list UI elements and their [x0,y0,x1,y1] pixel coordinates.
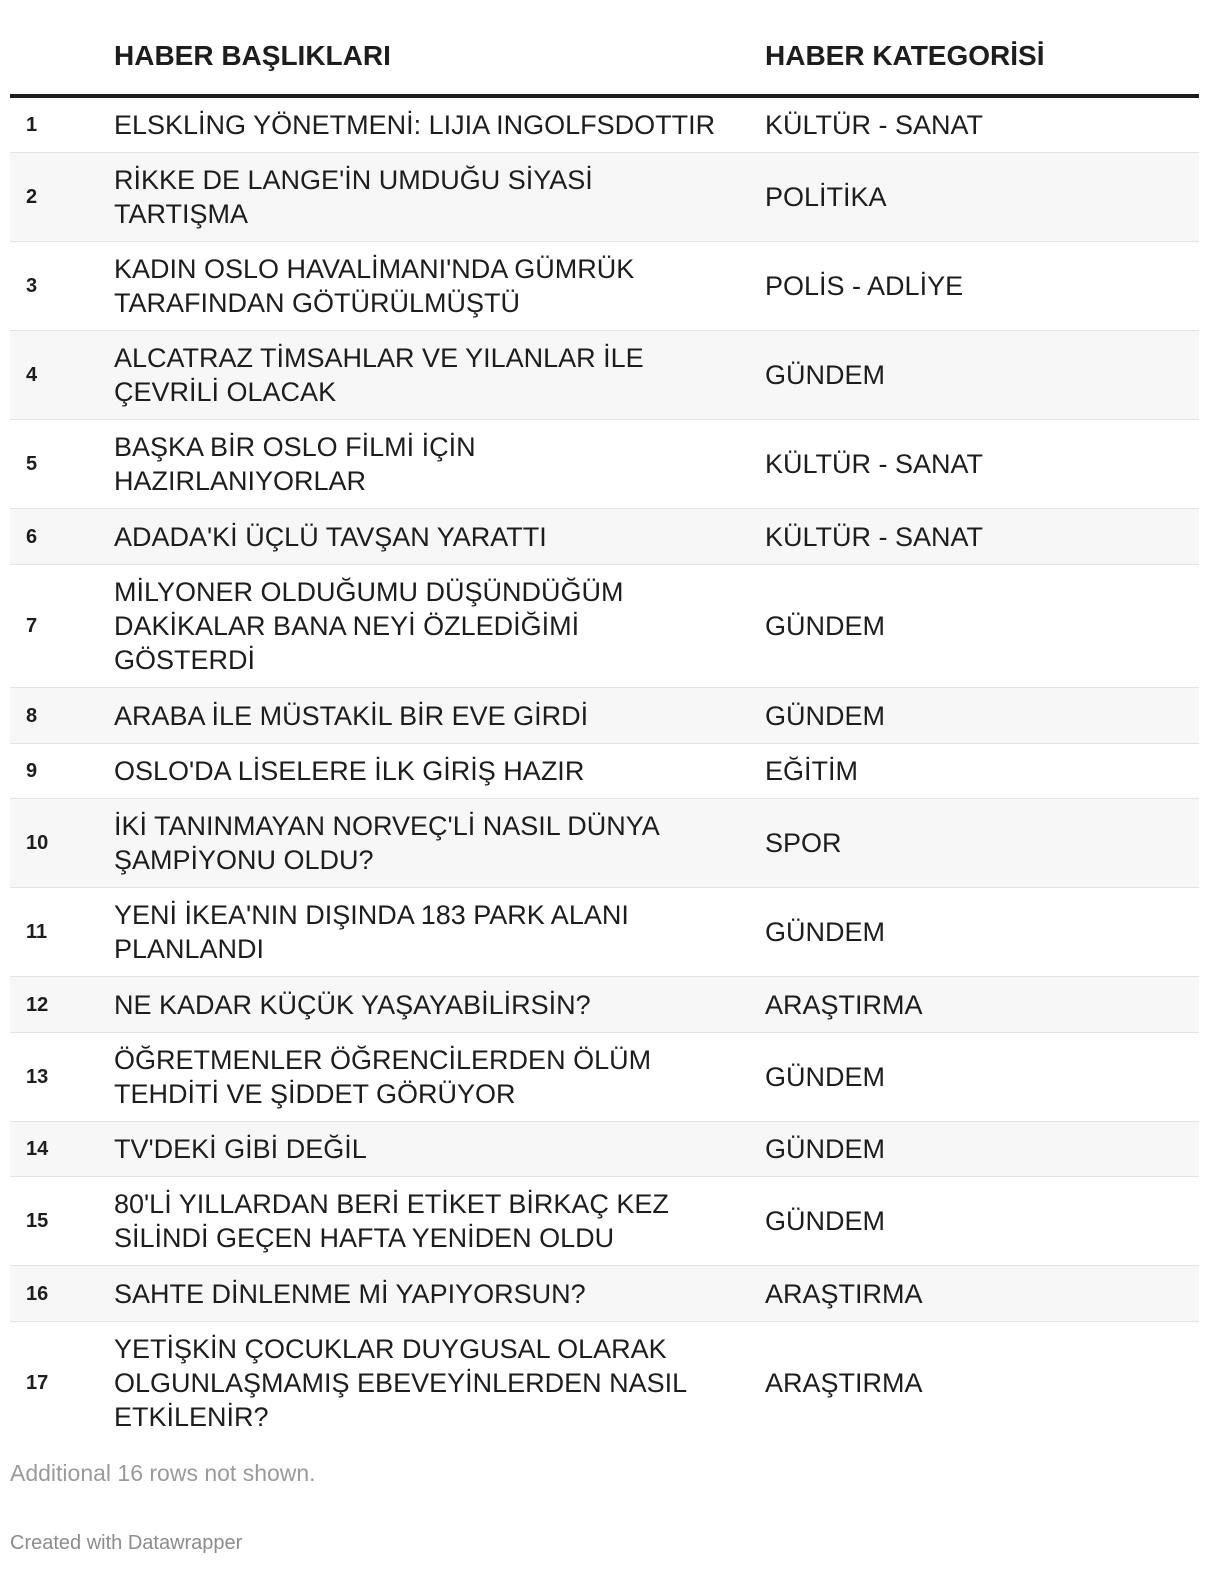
row-news-title: ELSKLİNG YÖNETMENİ: LIJIA INGOLFSDOTTIR [114,96,765,153]
news-table [10,0,1199,1444]
row-news-title: ALCATRAZ TİMSAHLAR VE YILANLAR İLE ÇEVRİLİ OLACAK [114,331,765,420]
row-number: 8 [10,688,114,744]
table-row [10,565,1199,688]
row-news-title: YETİŞKİN ÇOCUKLAR DUYGUSAL OLARAK OLGUNLAŞMAMIŞ EBEVEYİNLERDEN NASIL ETKİLENİR? [114,1334,687,1432]
table-row [10,96,1199,153]
datawrapper-credit: Created with Datawrapper [10,1532,243,1554]
row-news-title: OSLO'DA LİSELERE İLK GİRİŞ HAZIR [114,744,765,799]
row-number: 6 [10,509,114,565]
table-row [10,688,1199,744]
table-body [10,96,1199,1444]
row-number: 3 [10,242,114,331]
row-news-title: KADIN OSLO HAVALİMANI'NDA GÜMRÜK TARAFINDAN GÖTÜRÜLMÜŞTÜ [114,242,765,331]
row-number: 12 [10,977,114,1033]
row-news-title: SAHTE DİNLENME Mİ YAPIYORSUN? [114,1266,765,1322]
table-notes: Additional 16 rows not shown. [10,1460,316,1486]
row-news-title: YENİ İKEA'NIN DIŞINDA 183 PARK ALANI PLANLANDI [114,888,765,977]
table-row [10,744,1199,799]
row-news-category: EĞİTİM [765,744,1199,799]
row-news-category: GÜNDEM [765,565,1199,688]
row-news-title: ARABA İLE MÜSTAKİL BİR EVE GİRDİ [114,688,765,744]
row-news-title: MİLYONER OLDUĞUMU DÜŞÜNDÜĞÜM DAKİKALAR BANA NEYİ ÖZLEDİĞİMİ GÖSTERDİ [114,565,765,688]
table-row [10,888,1199,977]
table-row [10,977,1199,1033]
row-news-category: GÜNDEM [765,888,1199,977]
row-news-category: SPOR [765,799,1199,888]
row-news-category: GÜNDEM [765,331,1199,420]
table-row [10,331,1199,420]
table-row [10,1266,1199,1322]
row-news-title: NE KADAR KÜÇÜK YAŞAYABİLİRSİN? [114,977,765,1033]
row-number: 10 [10,799,114,888]
row-news-title: BAŞKA BİR OSLO FİLMİ İÇİN HAZIRLANIYORLAR [114,420,765,509]
row-news-category: KÜLTÜR - SANAT [765,509,1199,565]
table-row [10,799,1199,888]
row-news-category: KÜLTÜR - SANAT [765,420,1199,509]
table-row [10,509,1199,565]
row-number: 1 [10,96,114,153]
table-row [10,1122,1199,1177]
row-news-category: KÜLTÜR - SANAT [765,96,1199,153]
row-news-title: RİKKE DE LANGE'İN UMDUĞU SİYASİ TARTIŞMA [114,153,765,242]
header-number [10,0,114,96]
table-row [10,1322,1199,1445]
table-row [10,242,1199,331]
row-news-category: ARAŞTIRMA [765,1368,923,1398]
row-news-title: ÖĞRETMENLER ÖĞRENCİLERDEN ÖLÜM TEHDİTİ VE ŞİDDET GÖRÜYOR [114,1033,765,1122]
row-news-category: ARAŞTIRMA [765,977,1199,1033]
row-number: 9 [10,744,114,799]
table-row [10,153,1199,242]
row-news-title: İKİ TANINMAYAN NORVEÇ'Lİ NASIL DÜNYA ŞAMPİYONU OLDU? [114,799,765,888]
row-number: 11 [10,888,114,977]
row-news-title: TV'DEKİ GİBİ DEĞİL [114,1122,765,1177]
row-news-category: POLİTİKA [765,153,1199,242]
row-news-category: GÜNDEM [765,1122,1199,1177]
datawrapper-table [10,0,1199,1444]
header-news-titles: HABER BAŞLIKLARI [114,0,765,96]
row-number: 14 [10,1122,114,1177]
row-news-category: POLİS - ADLİYE [765,242,1199,331]
row-news-category: GÜNDEM [765,1177,1199,1266]
row-number: 5 [10,420,114,509]
row-news-category: ARAŞTIRMA [765,1266,1199,1322]
row-news-category: GÜNDEM [765,688,1199,744]
row-number: 17 [26,1372,49,1394]
row-number: 7 [10,565,114,688]
row-news-title: 80'Lİ YILLARDAN BERİ ETİKET BİRKAÇ KEZ SİLİNDİ GEÇEN HAFTA YENİDEN OLDU [114,1177,765,1266]
row-number: 13 [10,1033,114,1122]
row-number: 16 [10,1266,114,1322]
row-number: 15 [10,1177,114,1266]
row-news-category: GÜNDEM [765,1033,1199,1122]
table-row [10,1033,1199,1122]
header-news-category: HABER KATEGORİSİ [765,0,1199,96]
table-row [10,420,1199,509]
row-number: 2 [10,153,114,242]
table-row [10,1177,1199,1266]
row-number: 4 [10,331,114,420]
row-news-title: ADADA'Kİ ÜÇLÜ TAVŞAN YARATTI [114,509,765,565]
table-header-row [10,0,1199,96]
